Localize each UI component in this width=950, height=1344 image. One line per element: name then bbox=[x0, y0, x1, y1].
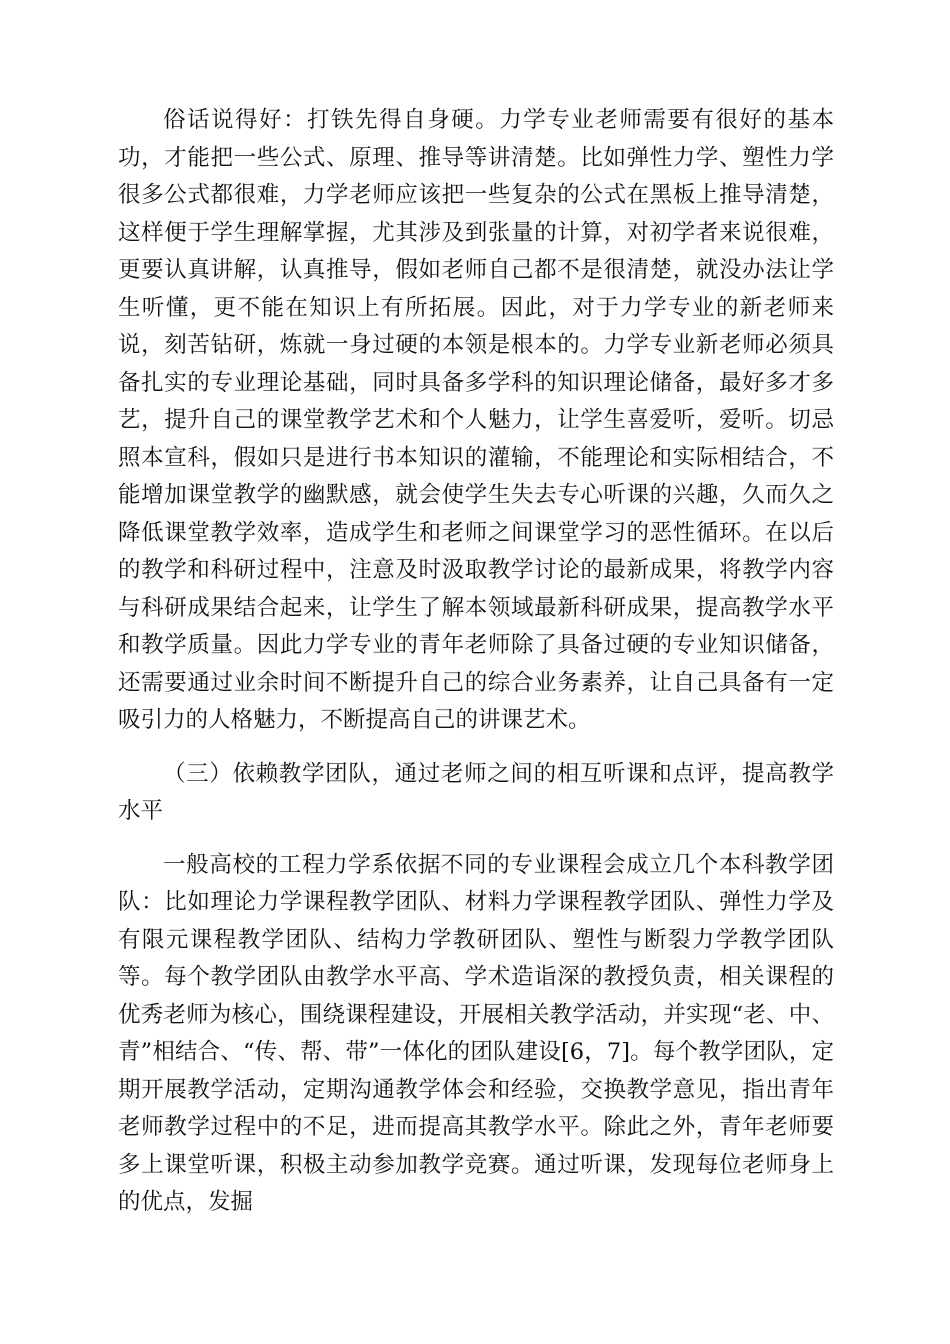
body-paragraph: 一般高校的工程力学系依据不同的专业课程会成立几个本科教学团队：比如理论力学课程教学团队、材料力学课程教学团队、弹性力学及有限元课程教学团队、结构力学教研团队、塑性与断裂力学教学团队等。每个教学团队由教学水平高、学术造诣深的教授负责，相关课程的优秀老师为核心，围绕课程建设，开展相关教学活动，并实现“老、中、青”相结合、“传、帮、带”一体化的团队建设[6，7]。每个教学团队，定期开展教学活动，定期沟通教学体会和经验，交换教学意见，指出青年老师教学过程中的不足，进而提高其教学水平。除此之外，青年老师要多上课堂听课，积极主动参加教学竞赛。通过听课，发现每位老师身上的优点，发掘 bbox=[118, 851, 834, 1215]
body-paragraph: 俗话说得好：打铁先得自身硬。力学专业老师需要有很好的基本功，才能把一些公式、原理、推导等讲清楚。比如弹性力学、塑性力学很多公式都很难，力学老师应该把一些复杂的公式在黑板上推导清楚，这样便于学生理解掌握，尤其涉及到张量的计算，对初学者来说很难，更要认真讲解，认真推导，假如老师自己都不是很清楚，就没办法让学生听懂，更不能在知识上有所拓展。因此，对于力学专业的新老师来说，刻苦钻研，炼就一身过硬的本领是根本的。力学专业新老师必须具备扎实的专业理论基础，同时具备多学科的知识理论储备，最好多才多艺，提升自己的课堂教学艺术和个人魅力，让学生喜爱听，爱听。切忌照本宣科，假如只是进行书本知识的灌输，不能理论和实际相结合，不能增加课堂教学的幽默感，就会使学生失去专心听课的兴趣，久而久之降低课堂教学效率，造成学生和老师之间课堂学习的恶性循环。在以后的教学和科研过程中，注意及时汲取教学讨论的最新成果，将教学内容与科研成果结合起来，让学生了解本领域最新科研成果，提高教学水平和教学质量。因此力学专业的青年老师除了具备过硬的专业知识储备，还需要通过业余时间不断提升自己的综合业务素养，让自己具备有一定吸引力的人格魅力，不断提高自己的讲课艺术。 bbox=[118, 107, 834, 733]
document-page bbox=[118, 102, 834, 1222]
section-heading: （三）依赖教学团队，通过老师之间的相互听课和点评，提高教学水平 bbox=[118, 760, 834, 824]
